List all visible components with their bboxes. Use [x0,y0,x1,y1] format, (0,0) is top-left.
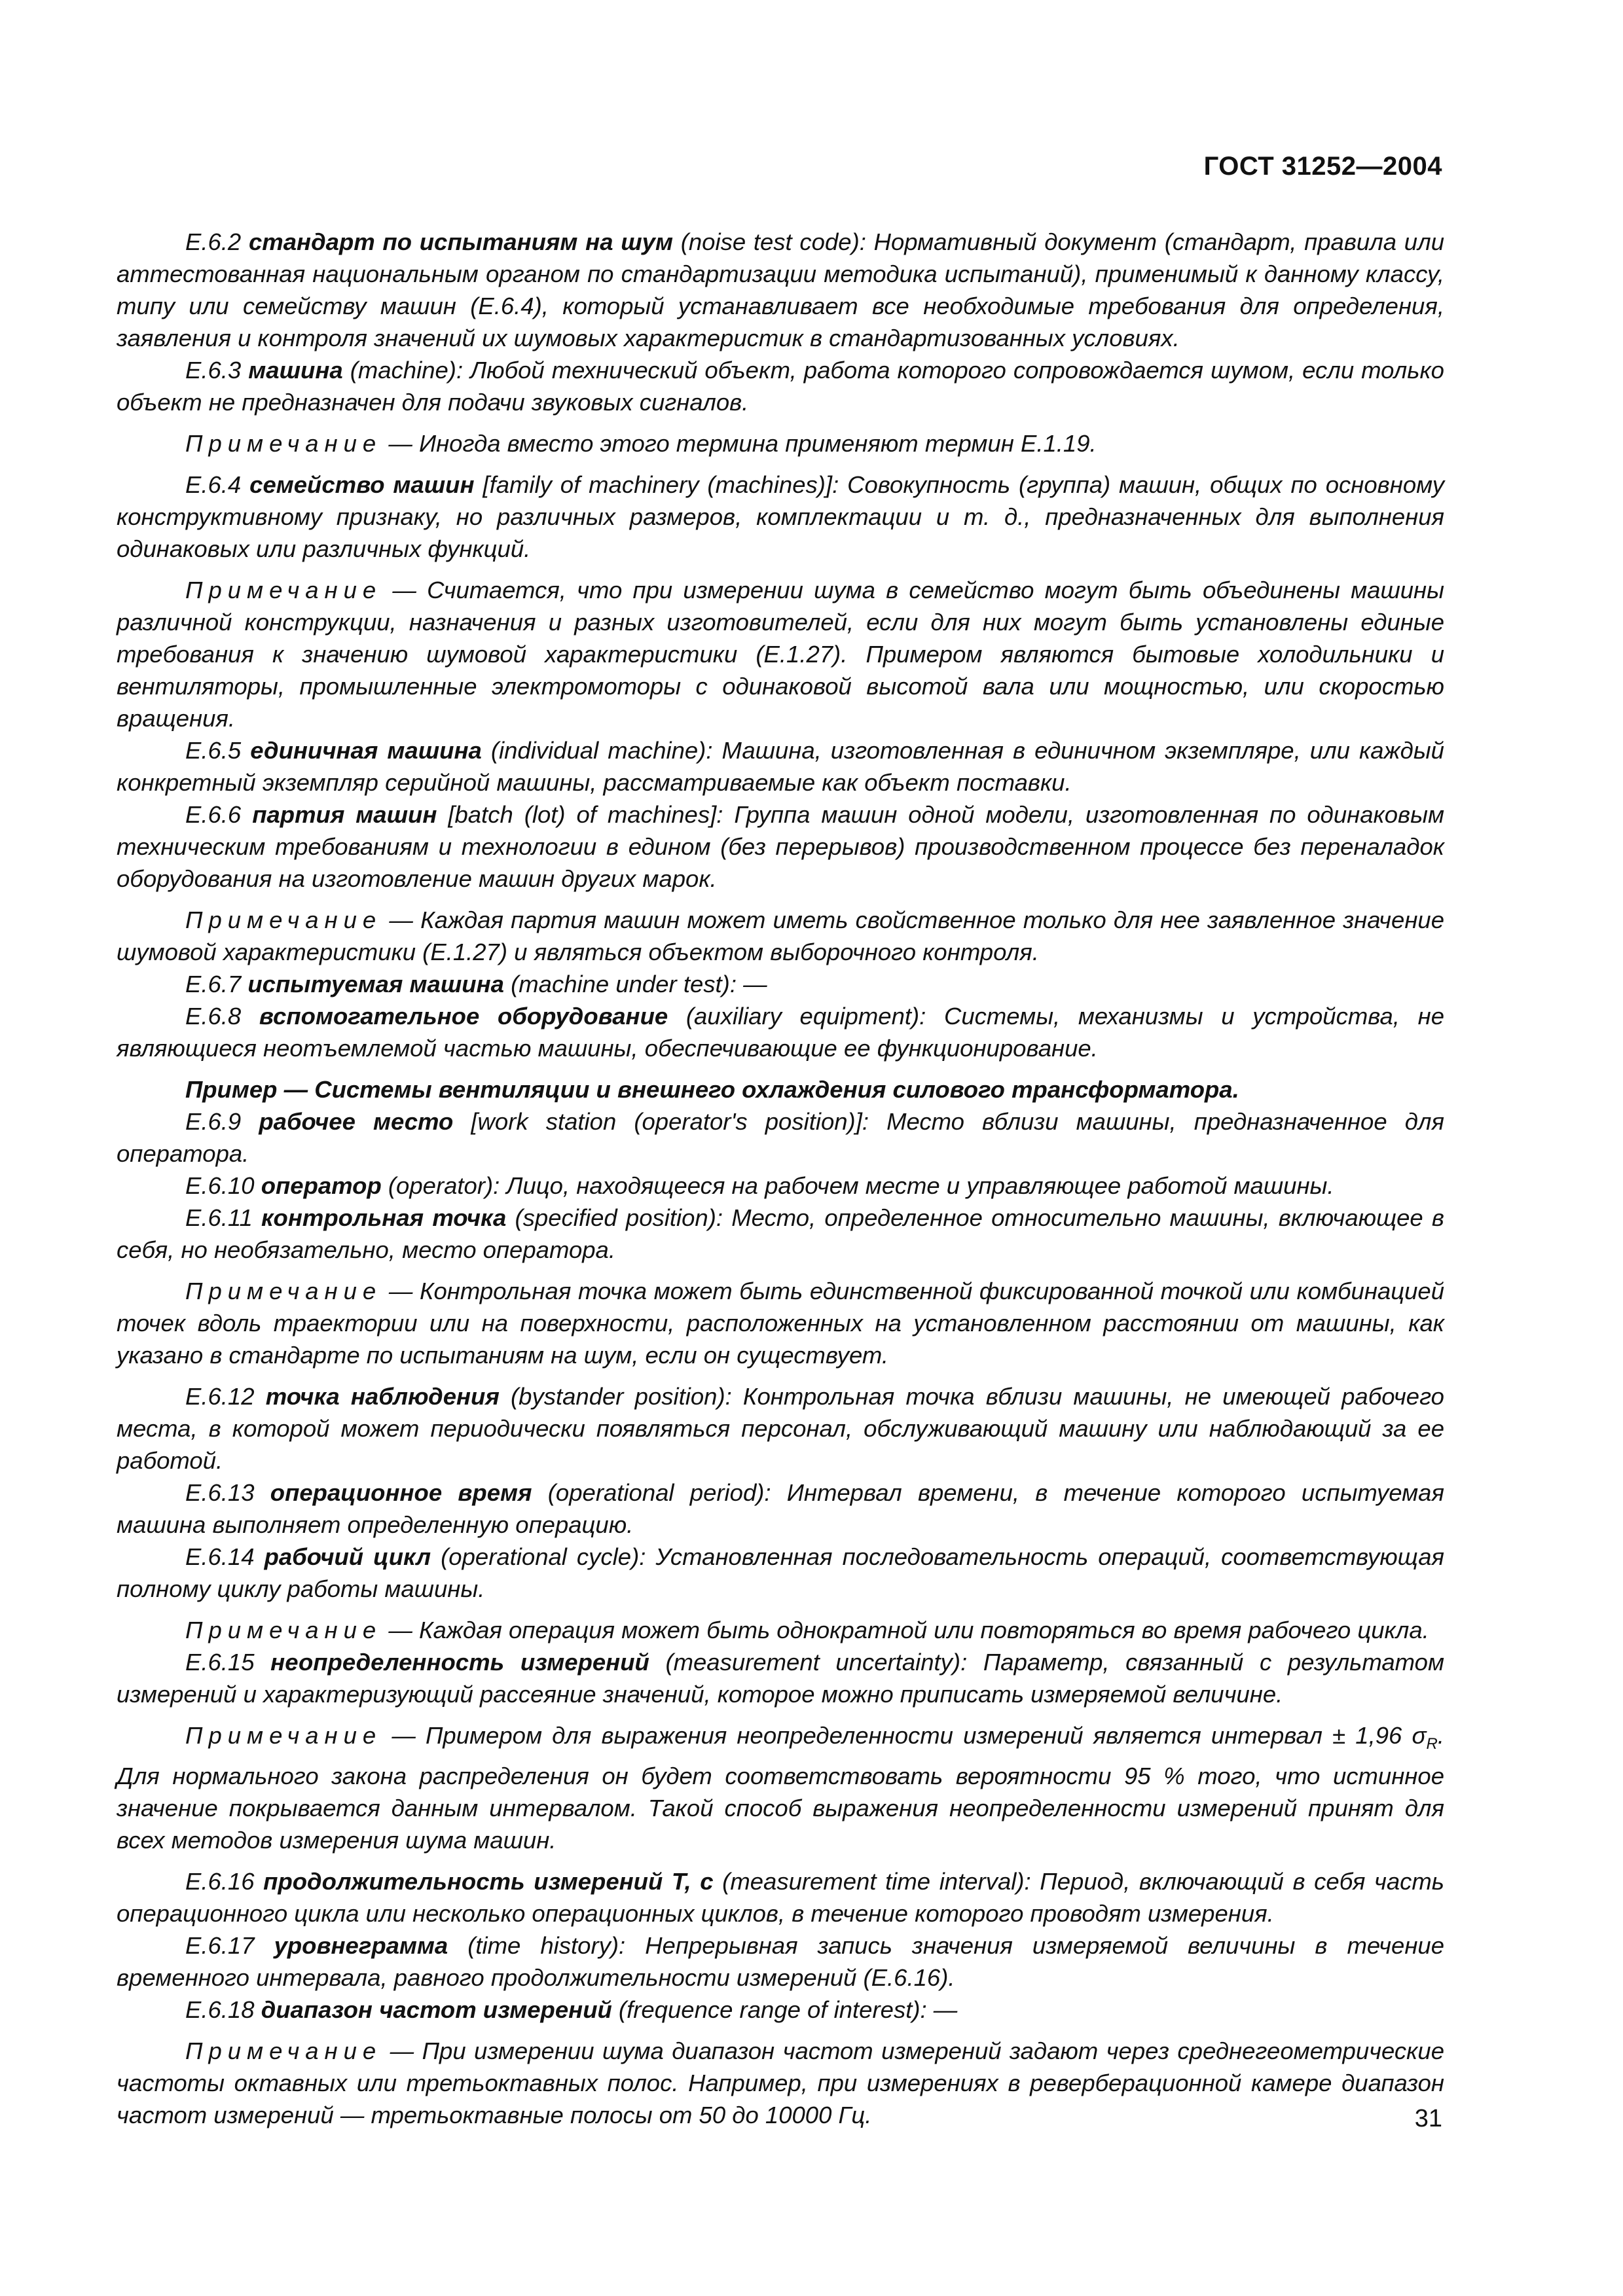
term: рабочее место [259,1108,454,1135]
definition: (operational period): Интервал времени, в течение которого испытуемая машина выполняет определенную операцию. [117,1479,1444,1538]
term: испытуемая машина [247,971,504,997]
entry-e6-5 [117,734,1444,798]
term: вспомогательное оборудование [259,1003,668,1030]
definition: (noise test code): Нормативный документ (стандарт, правила или аттестованная национальным органом по стандартизации методика испытаний), применимый к данному классу, типу или семейству машин (E.6.4), который устанавливает все необходимые требования для определения, заявления и контроля значений их шумовых характеристик в стандартизованных условиях. [117,228,1444,351]
term: продолжительность измерений T, с [263,1868,714,1895]
entry-number: E.6.8 [185,1003,242,1030]
note-1 [117,427,1444,459]
entry-e6-12 [117,1380,1444,1477]
note-5 [117,1614,1444,1646]
entry-number: E.6.9 [185,1108,242,1135]
definition: [family of machinery (machines)]: Совокупность (группа) машин, общих по основному конструктивному признаку, но различных размеров, комплектации и т. д., предназначенных для выполнения одинаковых или различных функций. [117,471,1444,562]
definition: (bystander position): Контрольная точка вблизи машины, не имеющей рабочего места, в которой может периодически появляться персонал, обслуживающий машину или наблюдающий за ее работой. [117,1383,1444,1474]
entry-e6-15 [117,1646,1444,1710]
note-label: Примечание [185,1278,382,1304]
entry-number: E.6.7 [185,971,242,997]
entry-number: E.6.11 [185,1204,253,1231]
entry-number: E.6.13 [185,1479,255,1506]
note-label: Примечание [185,577,382,603]
term: точка наблюдения [265,1383,500,1410]
note-text: — Иногда вместо этого термина применяют термин E.1.19. [382,430,1097,457]
standard-id: ГОСТ 31252—2004 [1203,152,1442,181]
entry-e6-10 [117,1170,1444,1202]
entry-e6-4 [117,469,1444,565]
definition: (time history): Непрерывная запись значения измеряемой величины в течение временного интервала, равного продолжительности измерений (E.6.16). [117,1932,1444,1991]
term: операционное время [270,1479,532,1506]
definition: [work station (operator's position)]: Место вблизи машины, предназначенное для оператора. [117,1108,1444,1167]
note-label: Примечание [185,1722,382,1749]
example: Пример — Системы вентиляции и внешнего охлаждения силового трансформатора. [185,1076,1239,1103]
entry-number: E.6.5 [185,737,242,764]
entry-number: E.6.14 [185,1543,255,1570]
entry-e6-8 [117,1000,1444,1064]
entry-e6-2 [117,226,1444,354]
entry-e6-3 [117,354,1444,418]
entry-e6-17 [117,1929,1444,1994]
definition: (individual machine): Машина, изготовленная в единичном экземпляре, или каждый конкретный экземпляр серийной машины, рассматриваемые как объект поставки. [117,737,1444,796]
entry-number: E.6.6 [185,801,242,828]
note-text: — Каждая операция может быть однократной или повторяться во время рабочего цикла. [382,1617,1429,1643]
note-text: — Примером для выражения неопределенности измерений является интервал ± 1,96 σ [382,1722,1427,1749]
entry-e6-13 [117,1477,1444,1541]
note-text-continued: . Для нормального закона распределения он будет соответствовать вероятности 95 % того, что истинное значение покрывается данным интервалом. Такой способ выражения неопределенности измерений принят для всех методов измерения шума машин. [117,1722,1444,1854]
note-label: Примечание [185,1617,382,1643]
entry-number: E.6.17 [185,1932,255,1959]
term: стандарт по испытаниям на шум [248,228,673,255]
term: рабочий цикл [264,1543,431,1570]
note-7 [117,2035,1444,2131]
note-label: Примечание [185,2037,382,2064]
entry-e6-18 [117,1994,1444,2026]
term: диапазон частот измерений [261,1996,612,2023]
term: партия машин [252,801,437,828]
entry-e6-11 [117,1202,1444,1266]
note-4 [117,1275,1444,1371]
definition: (operational cycle): Установленная последовательность операций, соответствующая полному циклу работы машины. [117,1543,1444,1602]
term: неопределенность измерений [270,1649,649,1676]
sigma-subscript: R [1426,1735,1438,1753]
definition: (measurement uncertainty): Параметр, связанный с результатом измерений и характеризующий рассеяние значений, которое можно приписать измеряемой величине. [117,1649,1444,1708]
note-2 [117,574,1444,734]
note-text: — Контрольная точка может быть единственной фиксированной точкой или комбинацией точек вдоль траектории или на поверхности, расположенных на установленном расстоянии от машины, как указано в стандарте по испытаниям на шум, если он существует. [117,1278,1444,1369]
note-label: Примечание [185,906,382,933]
definition: (operator): Лицо, находящееся на рабочем месте и управляющее работой машины. [381,1172,1334,1199]
term: семейство машин [249,471,475,498]
entry-e6-6 [117,798,1444,895]
page-number: 31 [1414,2105,1442,2132]
entry-e6-7 [117,968,1444,1000]
definition: (measurement time interval): Период, включающий в себя часть операционного цикла или несколько операционных циклов, в течение которого проводят измерения. [117,1868,1444,1927]
entry-number: E.6.16 [185,1868,255,1895]
note-6 [117,1719,1444,1856]
definition: (frequence range of interest): — [611,1996,958,2023]
definition: (machine under test): — [503,971,767,997]
term: оператор [261,1172,382,1199]
document-body [117,226,1444,2131]
entry-number: E.6.4 [185,471,242,498]
term: машина [248,357,343,384]
entry-number: E.6.10 [185,1172,255,1199]
entry-number: E.6.12 [185,1383,255,1410]
entry-number: E.6.18 [185,1996,255,2023]
note-text: — Каждая партия машин может иметь свойственное только для нее заявленное значение шумовой характеристики (E.1.27) и являться объектом выборочного контроля. [117,906,1444,965]
term: уровнеграмма [274,1932,448,1959]
entry-e6-9 [117,1105,1444,1170]
note-text: — При измерении шума диапазон частот измерений задают через среднегеометрические частоты октавных или третьоктавных полос. Например, при измерениях в реверберационной камере диапазон частот измерений — третьоктавные полосы от 50 до 10000 Гц. [117,2037,1444,2128]
entry-number: E.6.3 [185,357,242,384]
entry-number: E.6.2 [185,228,242,255]
entry-number: E.6.15 [185,1649,255,1676]
note-3 [117,904,1444,968]
term: контрольная точка [261,1204,507,1231]
definition: (auxiliary equipment): Системы, механизмы и устройства, не являющиеся неотъемлемой частью машины, обеспечивающие ее функционирование. [117,1003,1444,1062]
definition: [batch (lot) of machines]: Группа машин одной модели, изготовленная по одинаковым техническим требованиям и технологии в едином (без перерывов) производственном процессе без переналадок оборудования на изготовление машин других марок. [117,801,1444,892]
entry-e6-16 [117,1865,1444,1929]
note-text: — Считается, что при измерении шума в семейство могут быть объединены машины различной конструкции, назначения и разных изготовителей, если для них могут быть установлены единые требования к значению шумовой характеристики (E.1.27). Примером являются бытовые холодильники и вентиляторы, промышленные электромоторы с одинаковой высотой вала или мощностью, или скоростью вращения. [117,577,1444,732]
term: единичная машина [250,737,482,764]
definition: (machine): Любой технический объект, работа которого сопровождается шумом, если только объект не предназначен для подачи звуковых сигналов. [117,357,1444,416]
note-label: Примечание [185,430,382,457]
entry-e6-14 [117,1541,1444,1605]
definition: (specified position): Место, определенное относительно машины, включающее в себя, но необязательно, место оператора. [117,1204,1444,1263]
